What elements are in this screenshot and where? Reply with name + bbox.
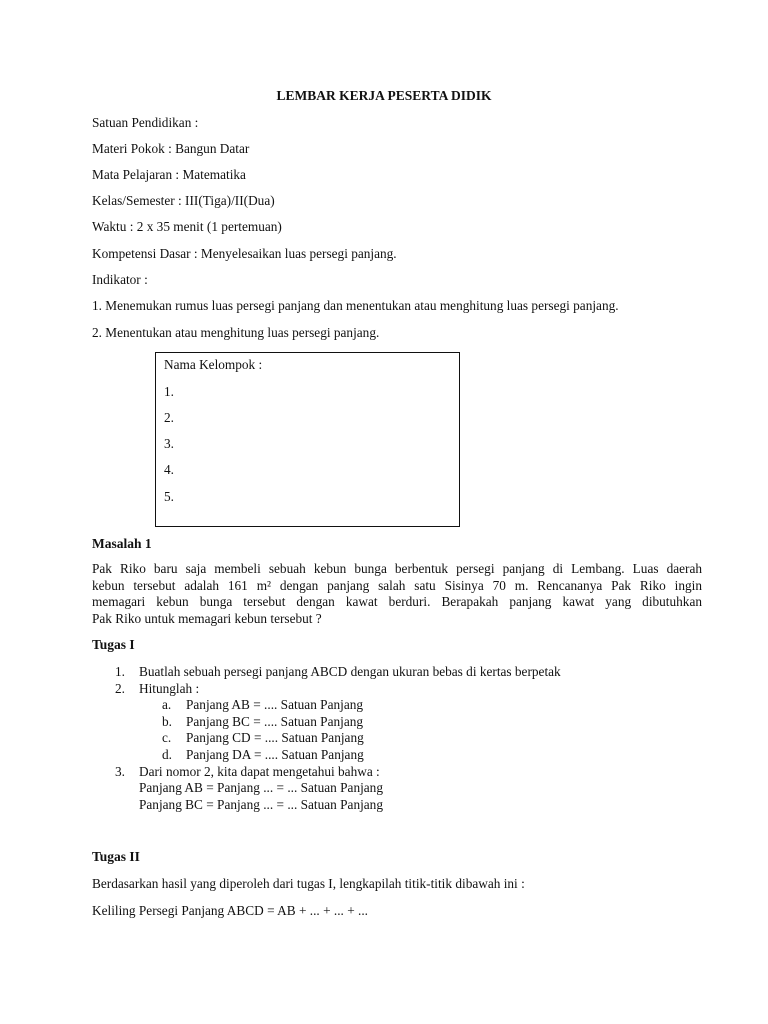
masalah-line: Pak Riko baru saja membeli sebuah kebun bunga berbentuk persegi panjang di Lembang. Luas daerah — [92, 561, 702, 576]
tugas1-item-2-number: 2. — [115, 681, 125, 696]
conclusion-line-ab: Panjang AB = Panjang ... = ... Satuan Panjang — [139, 780, 383, 795]
tugas1-item-1: Buatlah sebuah persegi panjang ABCD dengan ukuran bebas di kertas berpetak — [139, 664, 561, 679]
subitem-a: Panjang AB = .... Satuan Panjang — [186, 697, 364, 712]
info-satuan-pendidikan: Satuan Pendidikan : — [92, 115, 199, 130]
masalah-line: memagari kebun bunga tersebut dengan kawat berduri. Berapakah panjang kawat yang dibutuhkan — [92, 594, 702, 609]
subitem-c: Panjang CD = .... Satuan Panjang — [186, 730, 364, 745]
tugas1-heading: Tugas I — [92, 637, 135, 652]
group-name-label: Nama Kelompok : — [164, 357, 263, 372]
group-name-box — [155, 352, 460, 527]
page-title: LEMBAR KERJA PESERTA DIDIK — [276, 88, 492, 103]
masalah-heading: Masalah 1 — [92, 536, 152, 551]
info-materi-pokok: Materi Pokok : Bangun Datar — [92, 141, 250, 156]
conclusion-line-bc: Panjang BC = Panjang ... = ... Satuan Panjang — [139, 797, 383, 812]
info-waktu: Waktu : 2 x 35 menit (1 pertemuan) — [92, 219, 282, 234]
indikator-item-2: 2. Menentukan atau menghitung luas persegi panjang. — [92, 325, 380, 340]
subitem-b: Panjang BC = .... Satuan Panjang — [186, 714, 364, 729]
group-member-row-4: 4. — [164, 462, 174, 477]
group-member-row-2: 2. — [164, 410, 174, 425]
tugas1-item-3-number: 3. — [115, 764, 125, 779]
indikator-item-1: 1. Menemukan rumus luas persegi panjang dan menentukan atau menghitung luas persegi panjang. — [92, 298, 619, 313]
tugas2-heading: Tugas II — [92, 849, 140, 864]
subitem-d: Panjang DA = .... Satuan Panjang — [186, 747, 364, 762]
tugas1-item-1-number: 1. — [115, 664, 125, 679]
masalah-paragraph — [92, 561, 702, 627]
subitem-c-letter: c. — [162, 730, 172, 745]
keliling-formula: Keliling Persegi Panjang ABCD = AB + ... + ... + ... — [92, 903, 368, 918]
masalah-line: Pak Riko untuk memagari kebun tersebut ? — [92, 610, 322, 626]
masalah-line: kebun tersebut adalah 161 m² dengan panjang salah satu Sisinya 70 m. Rencananya Pak Riko ingin — [92, 577, 702, 593]
subitem-a-letter: a. — [162, 697, 172, 712]
group-member-row-3: 3. — [164, 436, 174, 451]
tugas2-intro: Berdasarkan hasil yang diperoleh dari tugas I, lengkapilah titik-titik dibawah ini : — [92, 876, 525, 891]
tugas1-item-3: Dari nomor 2, kita dapat mengetahui bahwa : — [139, 764, 380, 779]
group-member-row-1: 1. — [164, 384, 174, 399]
tugas1-item-2: Hitunglah : — [139, 681, 200, 696]
subitem-b-letter: b. — [162, 714, 172, 729]
info-indikator-label: Indikator : — [92, 272, 148, 287]
info-kompetensi-dasar: Kompetensi Dasar : Menyelesaikan luas persegi panjang. — [92, 246, 397, 261]
info-kelas-semester: Kelas/Semester : III(Tiga)/II(Dua) — [92, 193, 275, 208]
info-mata-pelajaran: Mata Pelajaran : Matematika — [92, 167, 246, 182]
subitem-d-letter: d. — [162, 747, 172, 762]
group-member-row-5: 5. — [164, 489, 174, 504]
